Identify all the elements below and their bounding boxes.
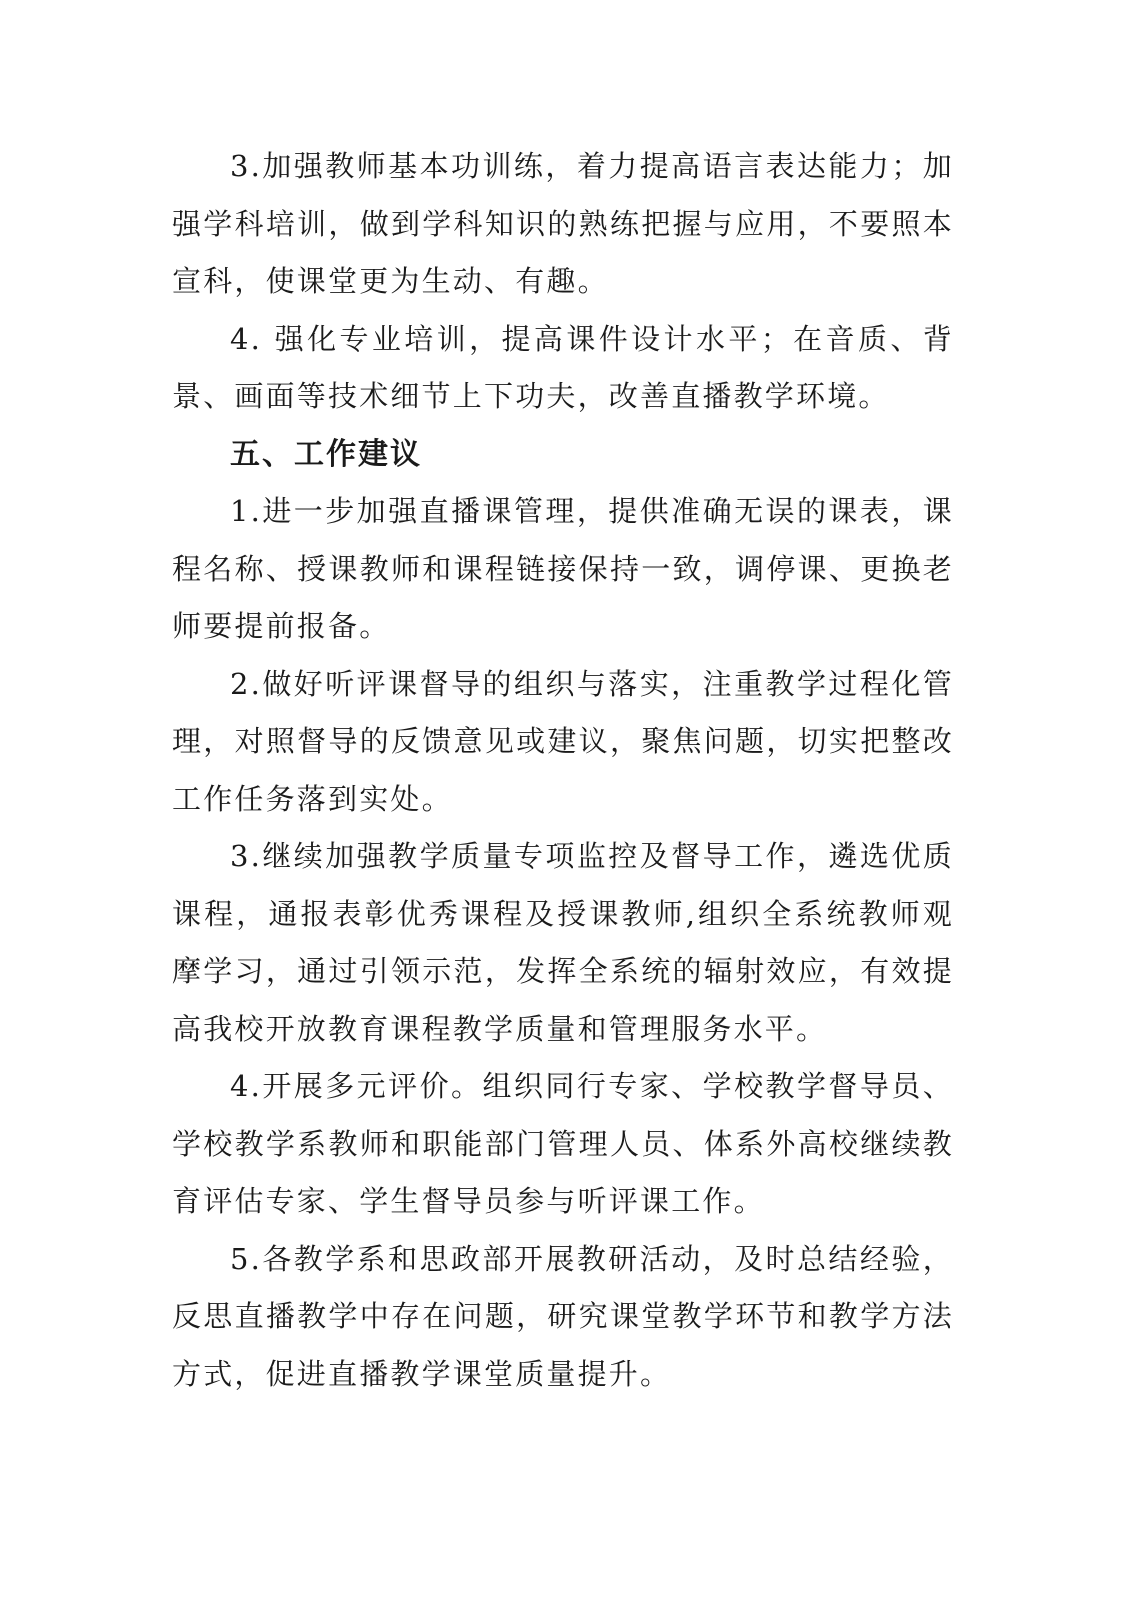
document-body xyxy=(172,138,954,1403)
suggestion-3: 3.继续加强教学质量专项监控及督导工作，遴选优质课程，通报表彰优秀课程及授课教师,组织全系统教师观摩学习，通过引领示范，发挥全系统的辐射效应，有效提高我校开放教育课程教学质量和管理服务水平。 xyxy=(172,839,954,1046)
paragraph-4-professional-training: 4. 强化专业培训，提高课件设计水平；在音质、背景、画面等技术细节上下功夫，改善直播教学环境。 xyxy=(172,321,954,413)
suggestion-2: 2.做好听评课督导的组织与落实，注重教学过程化管理，对照督导的反馈意见或建议，聚焦问题，切实把整改工作任务落到实处。 xyxy=(172,666,954,816)
paragraph-3-basic-skills: 3.加强教师基本功训练，着力提高语言表达能力；加强学科培训，做到学科知识的熟练把握与应用，不要照本宣科，使课堂更为生动、有趣。 xyxy=(172,149,954,298)
suggestion-5: 5.各教学系和思政部开展教研活动，及时总结经验，反思直播教学中存在问题，研究课堂教学环节和教学方法方式，促进直播教学课堂质量提升。 xyxy=(172,1241,954,1391)
section-heading: 五、工作建议 xyxy=(230,436,422,472)
suggestion-1: 1.进一步加强直播课管理，提供准确无误的课表，课程名称、授课教师和课程链接保持一致，调停课、更换老师要提前报备。 xyxy=(172,494,954,643)
suggestion-4: 4.开展多元评价。组织同行专家、学校教学督导员、学校教学系教师和职能部门管理人员、体系外高校继续教育评估专家、学生督导员参与听评课工作。 xyxy=(172,1069,954,1218)
